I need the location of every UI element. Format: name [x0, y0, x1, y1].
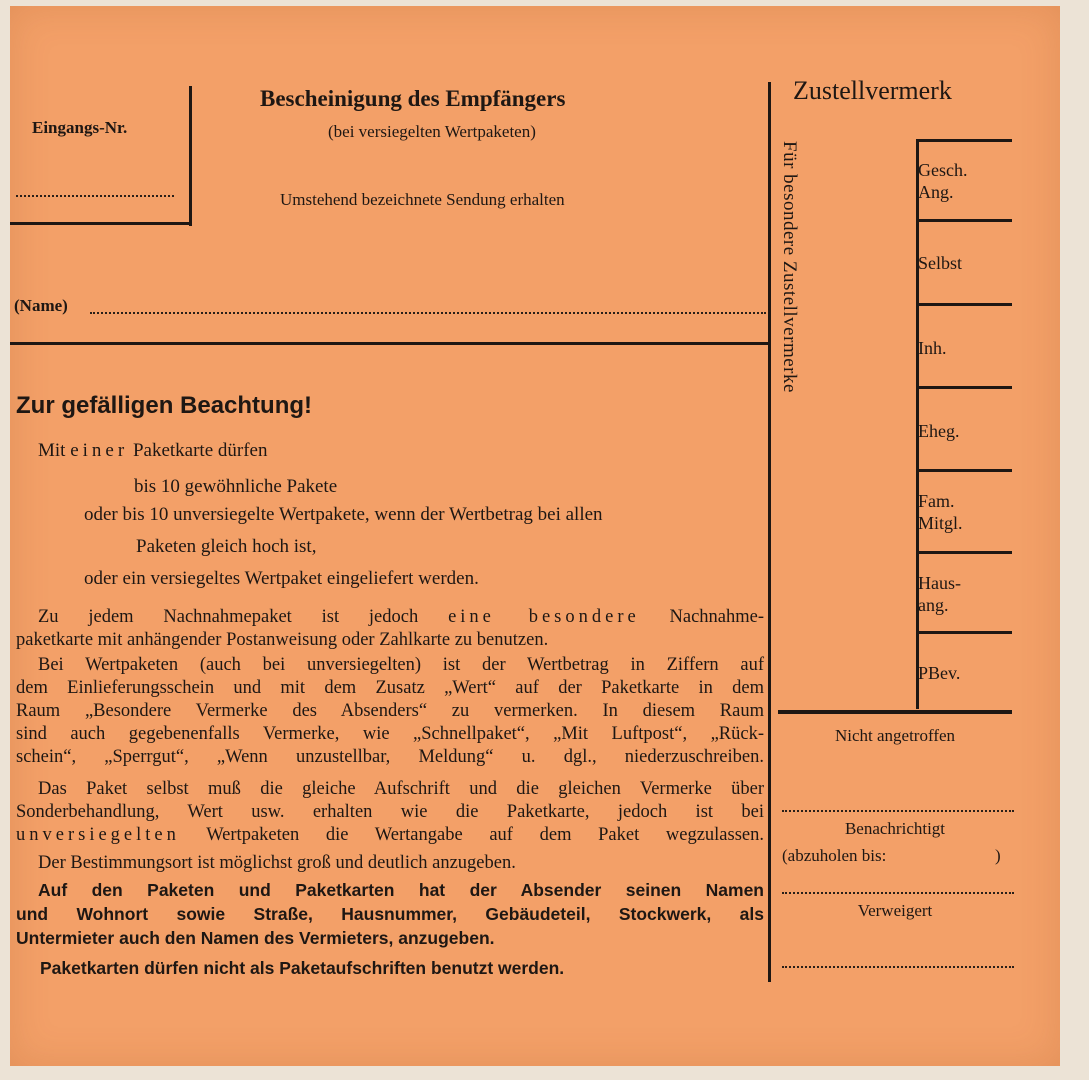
name-label: (Name) [14, 296, 68, 315]
notice-item-1: bis 10 gewöhnliche Pakete [134, 476, 338, 497]
para-line: paketkarte mit anhängender Postanweisung oder Zahlkarte zu benutzen. [16, 630, 549, 650]
verweigert[interactable]: Verweigert [857, 901, 933, 920]
eingang-box-right-border [189, 86, 192, 226]
abzuholen-close-paren: ) [995, 846, 1001, 865]
notice-paragraph-4 [16, 852, 764, 875]
para-line: Bei Wertpaketen (auch bei unversiegelten) ist der Wertbetrag in Ziffern auf [38, 655, 764, 675]
box-label: Inh. [918, 338, 947, 358]
box-divider [916, 219, 1012, 222]
para-line: sind auch gegebenenfalls Vermerke, wie „Schnellpaket“, „Mit Luftpost“, „Rück- [16, 724, 764, 744]
certificate-title: Bescheinigung des Empfängers [260, 86, 566, 111]
box-label: Fam. Mitgl. [918, 491, 963, 533]
p3-3b: Wertpaketen die Wertangabe auf dem Paket wegzulassen. [206, 825, 764, 845]
box-label: Gesch. Ang. [918, 160, 968, 202]
box-label: PBev. [918, 663, 961, 683]
eingang-label: Eingangs-Nr. [32, 118, 128, 137]
para-line: Untermieter auch den Namen des Vermieters, anzugeben. [16, 928, 495, 948]
separator-dots [782, 810, 1014, 812]
box-divider [916, 551, 1012, 554]
para-line: dem Einlieferungsschein und mit dem Zusatz „Wert“ auf der Paketkarte in dem [16, 678, 764, 698]
para-line: Das Paket selbst muß die gleiche Aufschrift und die gleichen Vermerke über [38, 779, 764, 799]
separator-dots [782, 892, 1014, 894]
benachrichtigt[interactable]: Benachrichtigt [844, 819, 946, 838]
box-top-border [916, 139, 1012, 142]
box-haus-ang[interactable] [918, 572, 1018, 616]
top-section-divider [10, 342, 768, 345]
box-label: Eheg. [918, 421, 960, 441]
eingang-box-bottom-border [10, 222, 192, 225]
notice-paragraph-6: Paketkarten dürfen nicht als Paketaufschriften benutzt werden. [40, 958, 565, 978]
para-line [16, 606, 764, 629]
p3-3a: unversiegelten [16, 825, 180, 845]
box-selbst[interactable] [918, 252, 1018, 274]
notice-intro-a: Mit [38, 440, 66, 461]
abzuholen-label: (abzuholen bis: [782, 846, 887, 865]
p1-c: Nachnahme- [669, 607, 765, 627]
main-vertical-divider [768, 82, 771, 982]
box-gesch-ang[interactable] [918, 159, 1018, 203]
para-line: und Wohnort sowie Straße, Hausnummer, Gebäudeteil, Stockwerk, als [16, 904, 764, 924]
box-divider [916, 386, 1012, 389]
separator-dots [782, 966, 1014, 968]
notice-intro-c: Paketkarte dürfen [132, 440, 268, 461]
notice-intro-b: einer [70, 440, 129, 461]
box-fam-mitgl[interactable] [918, 490, 1018, 534]
p1-b: eine besondere [448, 607, 640, 627]
eingang-field[interactable] [16, 195, 174, 197]
parcel-card [10, 6, 1060, 1066]
received-text: Umstehend bezeichnete Sendung erhalten [280, 190, 565, 209]
notice-item-3: oder ein versiegeltes Wertpaket eingeliefert werden. [84, 568, 479, 589]
notice-item-2: oder bis 10 unversiegelte Wertpakete, wenn der Wertbetrag bei allen [84, 504, 603, 525]
nicht-angetroffen[interactable]: Nicht angetroffen [834, 726, 956, 745]
box-eheg[interactable] [918, 420, 1018, 442]
box-divider [916, 469, 1012, 472]
notice-paragraph-5 [16, 878, 764, 950]
box-label: Haus- ang. [918, 573, 961, 615]
name-field[interactable] [90, 312, 766, 314]
para-line [16, 824, 764, 847]
notice-heading: Zur gefälligen Beachtung! [16, 392, 313, 419]
para-line: Der Bestimmungsort ist möglichst groß und deutlich anzugeben. [38, 853, 516, 873]
notice-paragraph-1 [16, 606, 764, 652]
certificate-subtitle: (bei versiegelten Wertpaketen) [328, 122, 536, 141]
para-line: schein“, „Sperrgut“, „Wenn unzustellbar, Meldung“ u. dgl., niederzuschreiben. [16, 747, 764, 767]
notice-item-2b: Paketen gleich hoch ist, [136, 536, 317, 557]
para-line: Raum „Besondere Vermerke des Absenders“ zu vermerken. In diesem Raum [16, 701, 764, 721]
notice-intro [38, 440, 267, 462]
box-inh[interactable] [918, 337, 1018, 359]
box-label: Selbst [918, 253, 963, 273]
zustell-vertical-label: Für besondere Zustellvermerke [779, 141, 800, 393]
para-line: Auf den Paketen und Paketkarten hat der Absender seinen Namen [38, 880, 764, 900]
p1-a: Zu jedem Nachnahmepaket ist jedoch [38, 607, 419, 627]
box-pbev[interactable] [918, 662, 1018, 684]
box-divider [916, 303, 1012, 306]
notice-paragraph-3 [16, 778, 764, 847]
zustell-bottom-divider [778, 710, 1012, 714]
notice-paragraph-2 [16, 654, 764, 769]
zustell-title: Zustellvermerk [793, 76, 952, 105]
para-line: Sonderbehandlung, Wert usw. erhalten wie die Paketkarte, jedoch ist bei [16, 802, 764, 822]
box-divider [916, 631, 1012, 634]
